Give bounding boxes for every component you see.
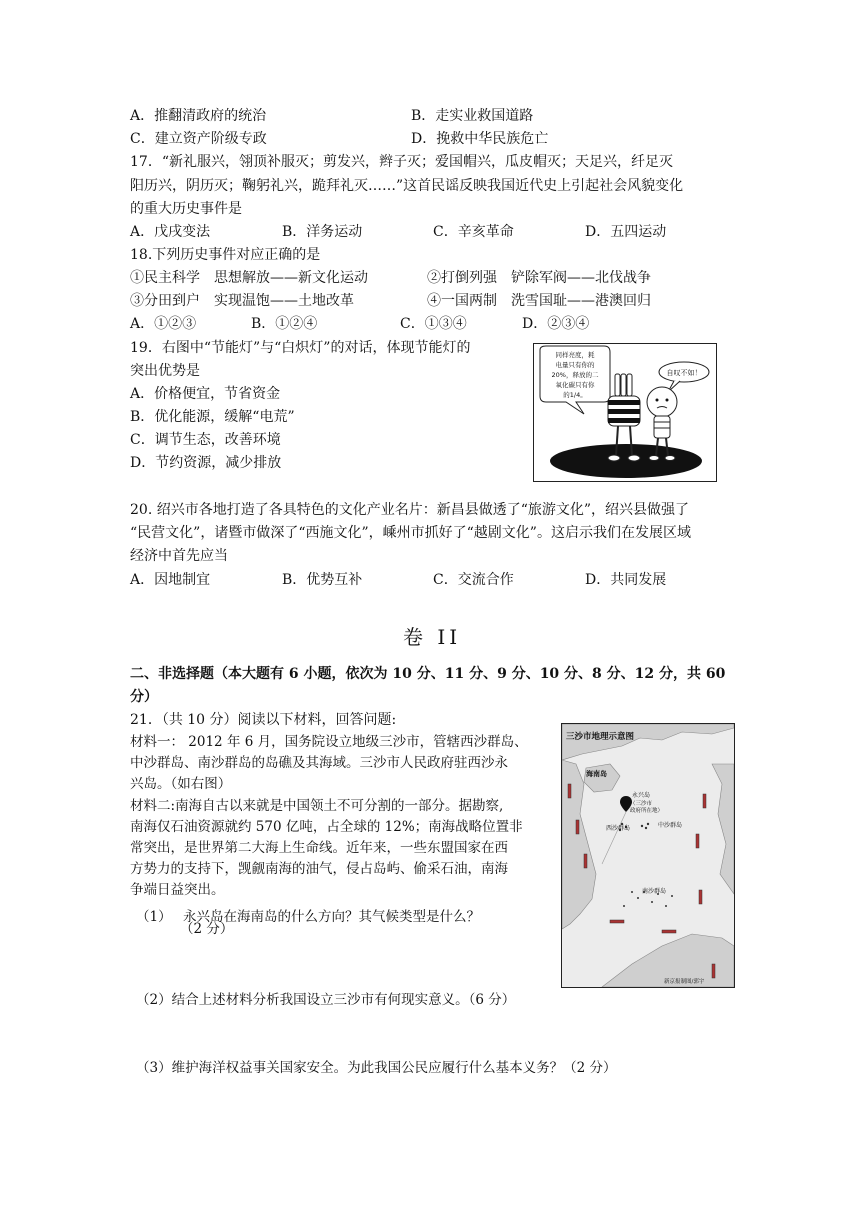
map-drawing [562,724,734,987]
map-label-yongxing: 永兴岛 [632,792,651,799]
q19-stem-line1: 19．右图中“节能灯”与“白炽灯”的对话，体现节能灯的 [130,340,471,356]
q16-option-c: C．建立资产阶级专政 [130,131,267,147]
cartoon-drawing [534,344,716,481]
q17-option-a: A．戊戌变法 [130,224,211,240]
q21-material1-line3: 兴岛。（如右图） [130,776,232,792]
q21-material2-line5: 争端日益突出。 [130,882,225,898]
bubble-left-line5: 的1/4。 [563,391,587,399]
q21-material2-line3: 常突出，是世界第二大海上生命线。近年来，一些东盟国家在西 [130,840,508,856]
q17-stem-line2: 阳历兴，阴历灭；鞠躬礼兴，跪拜礼灭……”这首民谣反映我国近代史上引起社会风貌变化 [130,178,684,194]
q20-stem-line2: “民营文化”，诸暨市做深了“西施文化”，嵊州市抓好了“越剧文化”。这启示我们在发展区域 [130,525,691,541]
bubble-left-line2: 电量只有你的 [555,361,595,369]
q18-stem: 18.下列历史事件对应正确的是 [130,247,321,263]
q18-item-2: ②打倒列强 铲除军阀——北伐战争 [427,270,651,286]
q21-material2-line4: 方势力的支持下，觊觎南海的油气，侵占岛屿、偷采石油，南海 [130,861,508,877]
q16-option-d: D．挽救中华民族危亡 [411,131,549,147]
q20-option-d: D．共同发展 [585,572,667,588]
floor-shadow [550,444,702,478]
q21-material2-line2: 南海仅石油资源就约 570 亿吨，占全球的 12%；南海战略位置非 [130,819,523,835]
q18-option-a: A．①②③ [130,316,197,332]
q21-sub3: （3）维护海洋权益事关国家安全。为此我国公民应履行什么基本义务？（2 分） [136,1060,617,1076]
map-label-nansha: 南沙群岛 [642,888,667,895]
q18-item-4: ④一国两制 洗雪国耻——港澳回归 [427,293,651,309]
q17-stem-line1: 17．“新礼服兴，翎顶补服灭；剪发兴，辫子灭；爱国帽兴，瓜皮帽灭；天足兴，纤足灭 [130,154,673,170]
q18-option-c: C．①③④ [400,316,467,332]
q19-option-b: B．优化能源，缓解“电荒” [130,409,295,425]
map-title: 三沙市地理示意图 [566,732,635,742]
q17-option-d: D．五四运动 [585,224,667,240]
map-label-gov-line1: （三沙市 [630,801,653,807]
q21-material2-line1: 材料二:南海自古以来就是中国领土不可分割的一部分。据勘察, [130,798,504,814]
q16-option-a: A．推翻清政府的统治 [130,108,267,124]
q20-option-b: B．优势互补 [282,572,363,588]
q20-option-a: A．因地制宜 [130,572,211,588]
map-label-xisha: 西沙群岛 [606,825,631,832]
q20-stem-line1: 20. 绍兴市各地打造了各具特色的文化产业名片：新昌县做透了“旅游文化”，绍兴县做强了 [130,502,690,518]
energy-lamp-cartoon [533,343,717,482]
q19-option-a: A．价格便宜，节省资金 [130,386,281,402]
bubble-left-line3: 20%，释放的二 [551,371,599,379]
q21-sub1-score: （2 分） [180,921,234,937]
q20-stem-line3: 经济中首先应当 [130,548,228,564]
q21-stem: 21．（共 10 分）阅读以下材料，回答问题: [130,712,397,728]
q21-sub2: （2）结合上述材料分析我国设立三沙市有何现实意义。（6 分） [136,992,516,1008]
section-heading-line2: 分） [130,689,158,705]
q19-option-c: C．调节生态，改善环境 [130,432,281,448]
q17-stem-line3: 的重大历史事件是 [130,201,242,217]
q21-sub1-text: 永兴岛在海南岛的什么方向？其气候类型是什么？ [183,909,480,925]
bubble-left-line1: 同样亮度，耗 [555,351,595,359]
q18-option-d: D．②③④ [522,316,590,332]
map-label-gov-line2: 政府所在地） [630,808,664,814]
q16-option-b: B．走实业救国道路 [411,108,534,124]
q19-stem-line2: 突出优势是 [130,363,200,379]
bubble-right-text: 自叹不如！ [666,369,702,377]
section-title: 卷 II [403,625,462,649]
q17-option-b: B．洋务运动 [282,224,363,240]
q18-option-b: B．①②④ [251,316,318,332]
q18-item-3: ③分田到户 实现温饱——土地改革 [130,293,354,309]
q21-material1-line1: 材料一： 2012 年 6 月，国务院设立地级三沙市，管辖西沙群岛、 [130,734,528,750]
sansha-map [561,723,735,988]
map-credit: 新京报制图/郭宇 [664,979,705,985]
q21-material1-line2: 中沙群岛、南沙群岛的岛礁及其海域。三沙市人民政府驻西沙永 [130,755,508,771]
map-label-zhongsha: 中沙群岛 [658,822,683,829]
q18-item-1: ①民主科学 思想解放——新文化运动 [130,270,368,286]
q19-option-d: D．节约资源，减少排放 [130,455,282,471]
map-label-hainan: 海南岛 [586,770,607,778]
bubble-left-line4: 氧化碳只有你 [555,381,595,389]
q17-option-c: C．辛亥革命 [433,224,514,240]
section-heading-line1: 二、非选择题（本大题有 6 小题，依次为 10 分、11 分、9 分、10 分、8 分、12 分，共 60 [130,666,726,682]
q20-option-c: C．交流合作 [433,572,514,588]
q21-sub1-number: （1） [136,909,172,925]
